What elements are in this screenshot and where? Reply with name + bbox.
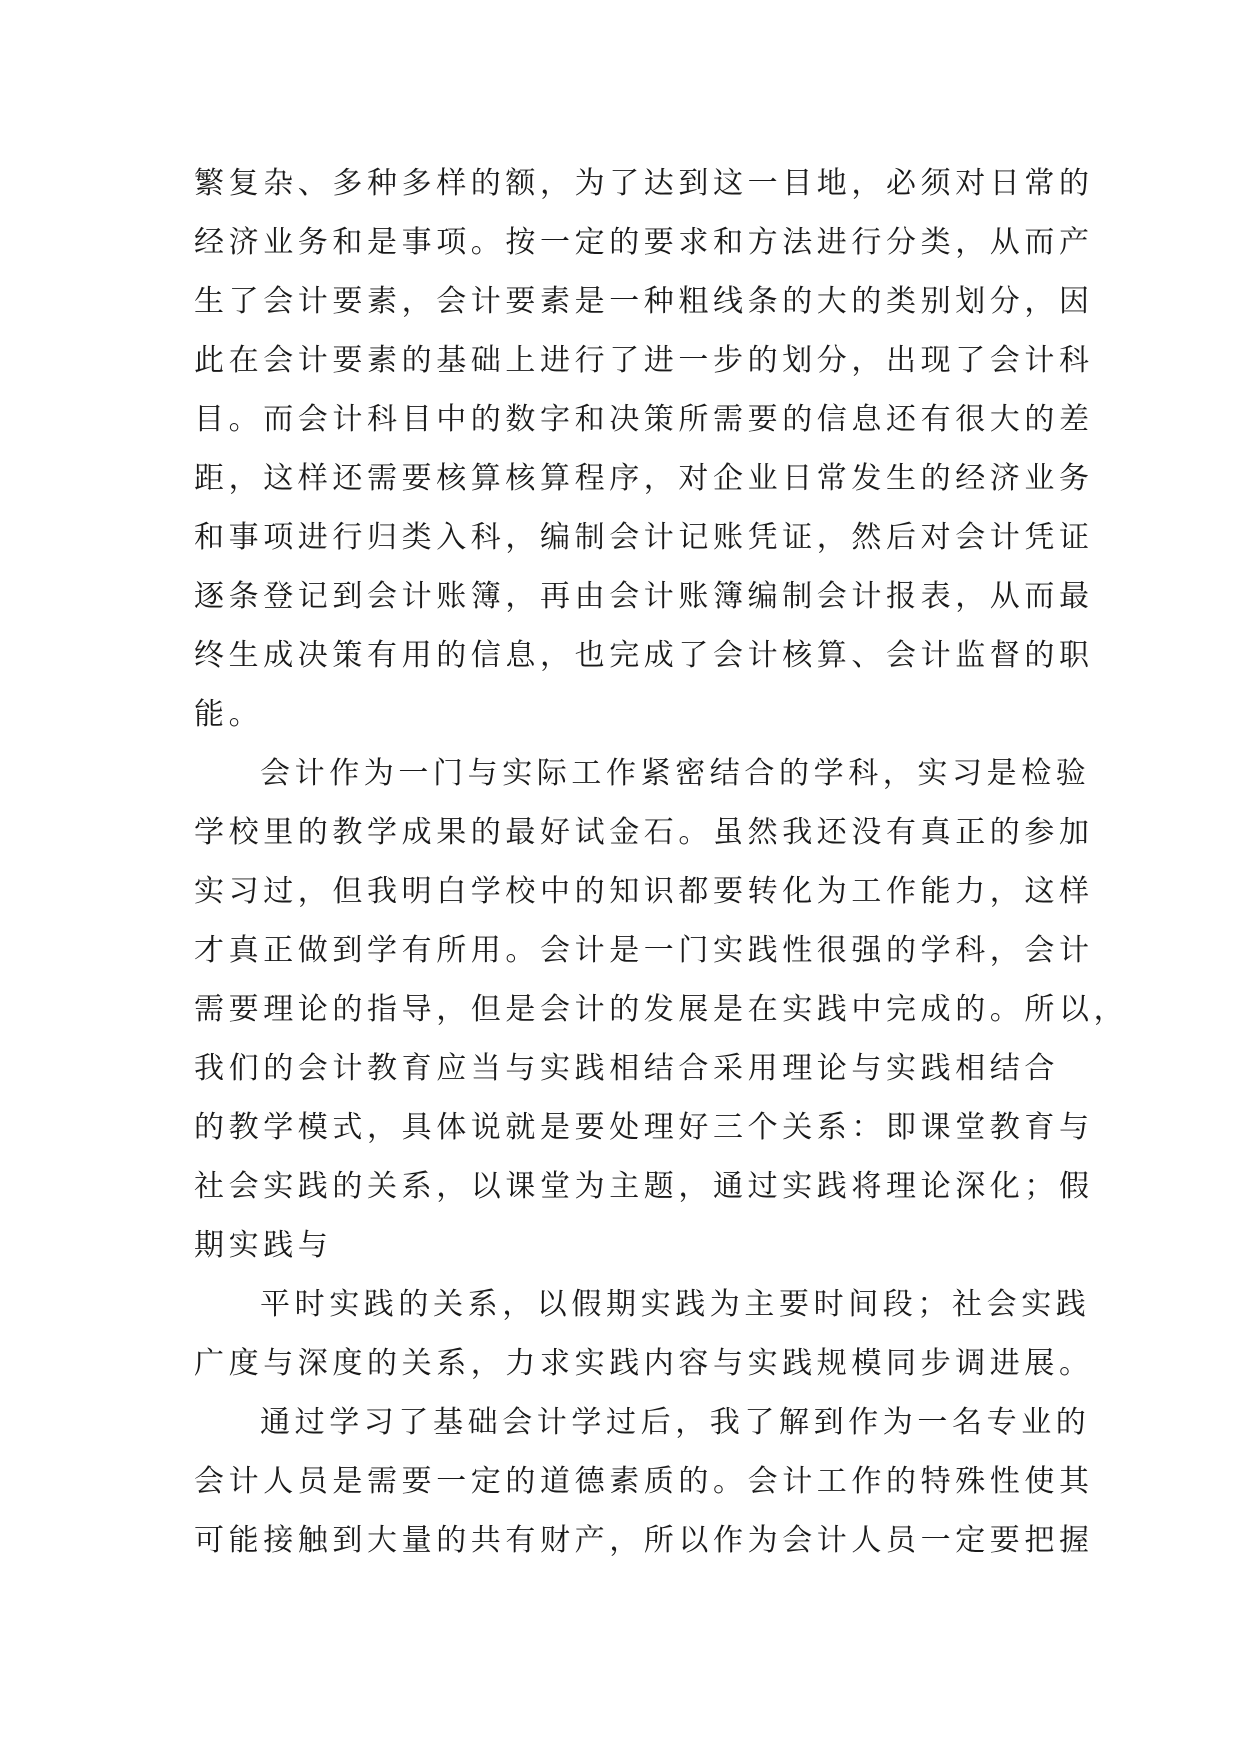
text-line: 期实践与 [194, 1228, 333, 1263]
text-line: 可能接触到大量的共有财产，所以作为会计人员一定要把握 [194, 1523, 1094, 1558]
text-line: 我们的会计教育应当与实践相结合采用理论与实践相结合 [194, 1051, 1059, 1086]
text-line: 逐条登记到会计账簿，再由会计账簿编制会计报表，从而最 [194, 579, 1094, 614]
text-line: 会计人员是需要一定的道德素质的。会计工作的特殊性使其 [194, 1464, 1094, 1499]
text-line: 学校里的教学成果的最好试金石。虽然我还没有真正的参加 [194, 815, 1094, 850]
text-line: 通过学习了基础会计学过后，我了解到作为一名专业的 [260, 1405, 1091, 1440]
text-line: 此在会计要素的基础上进行了进一步的划分，出现了会计科 [194, 343, 1094, 378]
text-line: 社会实践的关系，以课堂为主题，通过实践将理论深化；假 [194, 1169, 1094, 1204]
text-line: 经济业务和是事项。按一定的要求和方法进行分类，从而产 [194, 225, 1094, 260]
text-line: 实习过，但我明白学校中的知识都要转化为工作能力，这样 [194, 874, 1094, 909]
paragraph-1 [194, 154, 1094, 744]
paragraph-4 [194, 1393, 1094, 1570]
text-line: 的教学模式，具体说就是要处理好三个关系：即课堂教育与 [194, 1110, 1094, 1145]
paragraph-3 [194, 1275, 1094, 1393]
paragraph-2 [194, 744, 1129, 1275]
text-line: 生了会计要素，会计要素是一种粗线条的大的类别划分，因 [194, 284, 1094, 319]
text-line: 平时实践的关系，以假期实践为主要时间段；社会实践 [260, 1287, 1091, 1322]
text-line: 广度与深度的关系，力求实践内容与实践规模同步调进展。 [194, 1346, 1094, 1381]
text-line: 距，这样还需要核算核算程序，对企业日常发生的经济业务 [194, 461, 1094, 496]
text-line: 能。 [194, 697, 264, 732]
document-body [194, 154, 1129, 1570]
text-line: 会计作为一门与实际工作紧密结合的学科，实习是检验 [260, 756, 1091, 791]
text-line: 和事项进行归类入科，编制会计记账凭证，然后对会计凭证 [194, 520, 1094, 555]
text-line: 终生成决策有用的信息，也完成了会计核算、会计监督的职 [194, 638, 1094, 673]
text-line: 才真正做到学有所用。会计是一门实践性很强的学科，会计 [194, 933, 1094, 968]
text-line: 需要理论的指导，但是会计的发展是在实践中完成的。所以， [194, 992, 1129, 1027]
text-line: 繁复杂、多种多样的额，为了达到这一目地，必须对日常的 [194, 166, 1094, 201]
text-line: 目。而会计科目中的数字和决策所需要的信息还有很大的差 [194, 402, 1094, 437]
